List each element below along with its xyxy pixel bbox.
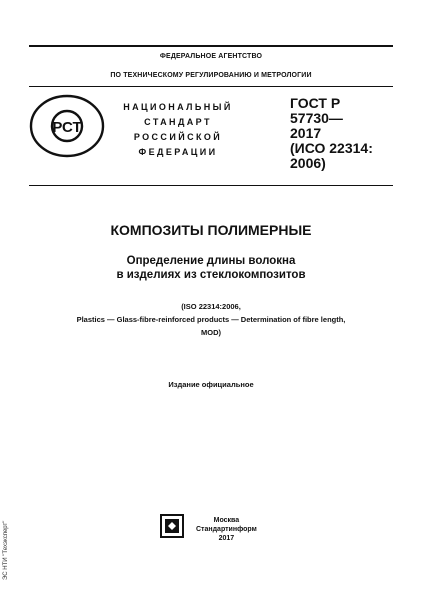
iso-line-3: MOD) [201, 328, 221, 337]
national-line-3: РОССИЙСКОЙ [133, 132, 223, 142]
agency-line-1: ФЕДЕРАЛЬНОЕ АГЕНТСТВО [159, 53, 263, 60]
gost-line-4: (ИСО 22314: [290, 140, 373, 156]
agency-line-2: ПО ТЕХНИЧЕСКОМУ РЕГУЛИРОВАНИЮ И МЕТРОЛОГИИ [110, 72, 312, 79]
edition-label: Издание официальное [168, 380, 254, 389]
subtitle-line-2: в изделиях из стеклокомпозитов [116, 269, 306, 281]
gost-number [290, 96, 373, 171]
gost-line-3: 2017 [290, 125, 322, 141]
publisher-logo-icon [160, 514, 184, 538]
header-bottom-rule [29, 86, 393, 87]
national-line-4: ФЕДЕРАЦИИ [138, 147, 218, 157]
iso-reference [29, 300, 393, 339]
publisher-info [196, 516, 257, 543]
document-title: КОМПОЗИТЫ ПОЛИМЕРНЫЕ [110, 222, 312, 238]
top-rule [29, 45, 393, 47]
publisher-name: Стандартинформ [196, 526, 257, 533]
subtitle-line-1: Определение длины волокна [126, 255, 296, 267]
logo-text: РСТ [52, 119, 82, 136]
national-line-2: СТАНДАРТ [144, 117, 212, 127]
rst-logo [29, 94, 105, 158]
national-standard-label [112, 100, 244, 160]
gost-line-1: ГОСТ Р [290, 95, 341, 111]
iso-line-2: Plastics — Glass-fibre-reinforced products — Determination of fibre length, [76, 315, 346, 324]
publisher-city: Москва [213, 517, 240, 524]
standard-bottom-rule [29, 185, 393, 186]
document-subtitle [29, 254, 393, 282]
iso-line-1: (ISO 22314:2006, [181, 302, 241, 311]
publisher-year: 2017 [218, 535, 235, 542]
gost-line-2: 57730— [290, 110, 343, 126]
national-line-1: НАЦИОНАЛЬНЫЙ [123, 102, 233, 112]
side-watermark: ЭС НТИ "Техэксперт" [3, 520, 9, 580]
gost-line-5: 2006) [290, 155, 326, 171]
